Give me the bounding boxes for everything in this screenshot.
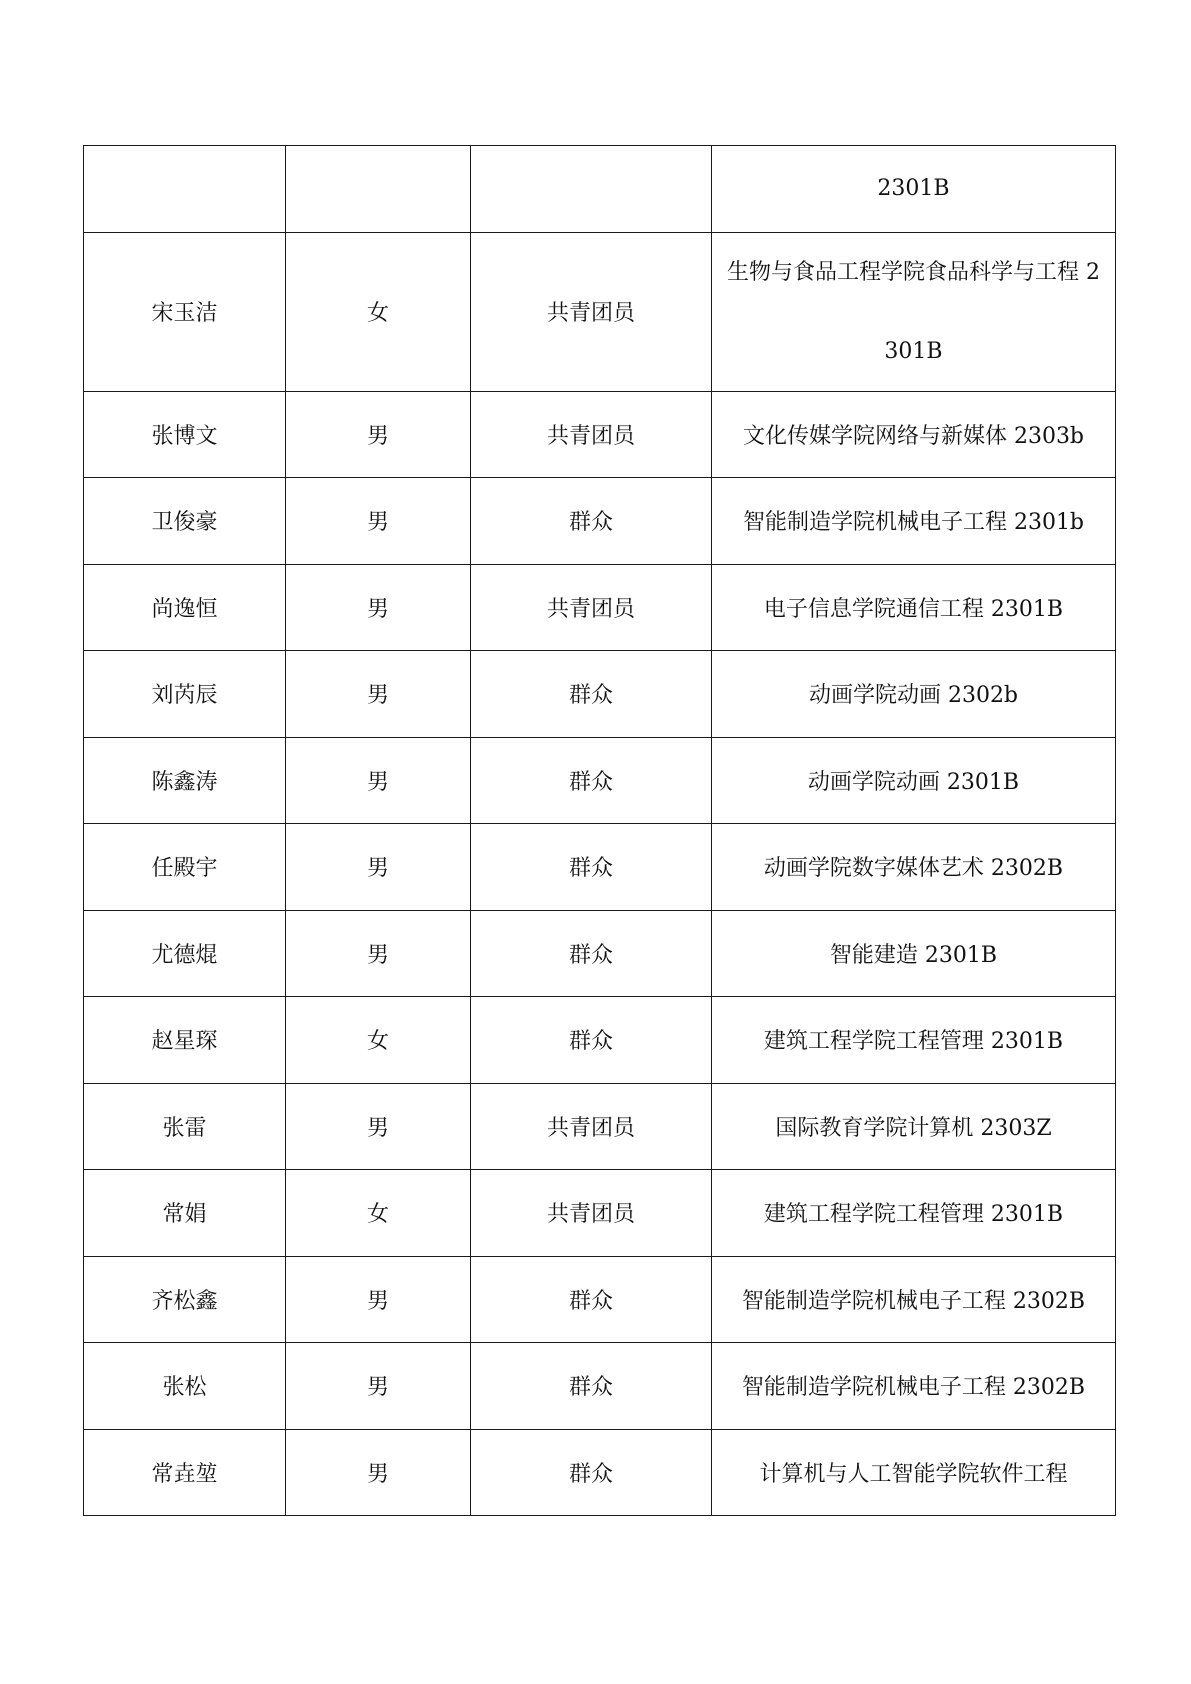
name-cell xyxy=(84,146,286,233)
gender-cell: 女 xyxy=(286,1170,471,1257)
gender-cell: 男 xyxy=(286,910,471,997)
gender-cell: 男 xyxy=(286,478,471,565)
name-cell: 张博文 xyxy=(84,391,286,478)
class-cell: 建筑工程学院工程管理 2301B xyxy=(712,1170,1116,1257)
class-cell: 动画学院数字媒体艺术 2302B xyxy=(712,824,1116,911)
gender-cell xyxy=(286,146,471,233)
class-cell: 计算机与人工智能学院软件工程 xyxy=(712,1429,1116,1516)
class-cell: 智能制造学院机械电子工程 2302B xyxy=(712,1343,1116,1430)
gender-cell: 男 xyxy=(286,1429,471,1516)
gender-cell: 女 xyxy=(286,232,471,391)
class-cell: 智能建造 2301B xyxy=(712,910,1116,997)
name-cell: 赵星琛 xyxy=(84,997,286,1084)
table-row xyxy=(84,1256,1116,1343)
table-row xyxy=(84,737,1116,824)
table-row xyxy=(84,564,1116,651)
name-cell: 陈鑫涛 xyxy=(84,737,286,824)
table-row xyxy=(84,1429,1116,1516)
name-cell: 常娟 xyxy=(84,1170,286,1257)
gender-cell: 男 xyxy=(286,824,471,911)
name-cell: 张雷 xyxy=(84,1083,286,1170)
gender-cell: 女 xyxy=(286,997,471,1084)
political-status-cell: 群众 xyxy=(471,997,712,1084)
table-row xyxy=(84,910,1116,997)
roster-table xyxy=(83,145,1116,1516)
name-cell: 齐松鑫 xyxy=(84,1256,286,1343)
class-cell: 生物与食品工程学院食品科学与工程 2301B xyxy=(712,232,1116,391)
gender-cell: 男 xyxy=(286,391,471,478)
class-cell: 文化传媒学院网络与新媒体 2303b xyxy=(712,391,1116,478)
table-row xyxy=(84,391,1116,478)
gender-cell: 男 xyxy=(286,651,471,738)
name-cell: 常垚堃 xyxy=(84,1429,286,1516)
political-status-cell: 群众 xyxy=(471,478,712,565)
class-cell: 动画学院动画 2302b xyxy=(712,651,1116,738)
name-cell: 任殿宇 xyxy=(84,824,286,911)
table-row xyxy=(84,478,1116,565)
gender-cell: 男 xyxy=(286,1083,471,1170)
class-cell: 智能制造学院机械电子工程 2302B xyxy=(712,1256,1116,1343)
class-cell: 建筑工程学院工程管理 2301B xyxy=(712,997,1116,1084)
political-status-cell: 群众 xyxy=(471,1343,712,1430)
political-status-cell: 共青团员 xyxy=(471,564,712,651)
political-status-cell: 共青团员 xyxy=(471,1170,712,1257)
table-row xyxy=(84,1343,1116,1430)
class-cell: 国际教育学院计算机 2303Z xyxy=(712,1083,1116,1170)
name-cell: 卫俊豪 xyxy=(84,478,286,565)
table-row xyxy=(84,824,1116,911)
gender-cell: 男 xyxy=(286,1343,471,1430)
political-status-cell: 共青团员 xyxy=(471,232,712,391)
gender-cell: 男 xyxy=(286,564,471,651)
political-status-cell: 共青团员 xyxy=(471,1083,712,1170)
table-row xyxy=(84,651,1116,738)
class-cell: 智能制造学院机械电子工程 2301b xyxy=(712,478,1116,565)
political-status-cell: 群众 xyxy=(471,910,712,997)
table-row xyxy=(84,1170,1116,1257)
political-status-cell: 群众 xyxy=(471,1429,712,1516)
political-status-cell: 群众 xyxy=(471,651,712,738)
name-cell: 刘芮辰 xyxy=(84,651,286,738)
name-cell: 尤德焜 xyxy=(84,910,286,997)
political-status-cell: 共青团员 xyxy=(471,391,712,478)
table-row xyxy=(84,997,1116,1084)
gender-cell: 男 xyxy=(286,737,471,824)
name-cell: 尚逸恒 xyxy=(84,564,286,651)
class-cell: 电子信息学院通信工程 2301B xyxy=(712,564,1116,651)
gender-cell: 男 xyxy=(286,1256,471,1343)
political-status-cell: 群众 xyxy=(471,1256,712,1343)
class-cell: 动画学院动画 2301B xyxy=(712,737,1116,824)
table-row xyxy=(84,232,1116,391)
political-status-cell: 群众 xyxy=(471,737,712,824)
name-cell: 张松 xyxy=(84,1343,286,1430)
political-status-cell xyxy=(471,146,712,233)
table-row xyxy=(84,146,1116,233)
class-cell: 2301B xyxy=(712,146,1116,233)
name-cell: 宋玉洁 xyxy=(84,232,286,391)
table-row xyxy=(84,1083,1116,1170)
political-status-cell: 群众 xyxy=(471,824,712,911)
